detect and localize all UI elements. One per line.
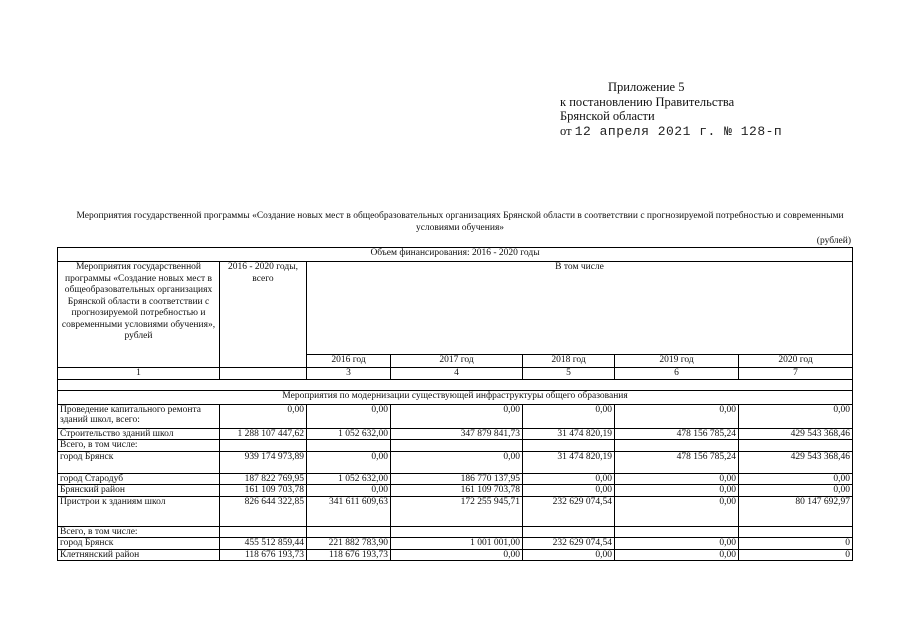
units-label: (рублей) — [816, 236, 851, 246]
cell-2019 — [615, 440, 739, 452]
cell-2020: 0,00 — [739, 404, 853, 428]
appendix-date-line — [560, 124, 782, 140]
appendix-block — [560, 80, 782, 139]
appendix-region-line: Брянской области — [560, 109, 655, 123]
cell-2019: 478 156 785,24 — [615, 428, 739, 440]
cell-2017: 0,00 — [391, 404, 523, 428]
cell-total — [220, 526, 307, 538]
document-title: Мероприятия государственной программы «Создание новых мест в общеобразовательных организациях Брянской области в соответствии с прогнозируемой потребностью и современными условиями обучения» — [76, 211, 844, 233]
cell-2019: 0,00 — [615, 549, 739, 561]
row-name: Строительство зданий школ — [58, 428, 220, 440]
funding-header: Объем финансирования: 2016 - 2020 годы — [58, 248, 853, 262]
cell-2020: 80 147 692,97 — [739, 496, 853, 526]
row-name: город Брянск — [58, 451, 220, 473]
cell-2017: 161 109 703,78 — [391, 485, 523, 497]
cell-2017: 0,00 — [391, 549, 523, 561]
activity-column-header: Мероприятия государственной программы «Создание новых мест в общеобразовательных организациях Брянской области в соответствии с прогнозируемой потребностью и современными условиями обучения», рублей — [58, 262, 220, 368]
cell-2018: 0,00 — [523, 549, 615, 561]
appendix-resolution-line: к постановлению Правительства — [560, 94, 735, 109]
column-number: 3 — [307, 368, 391, 380]
row-name: Проведение капитального ремонта зданий школ, всего: — [58, 404, 220, 428]
cell-2020: 0 — [739, 549, 853, 561]
cell-total: 187 822 769,95 — [220, 473, 307, 485]
column-number: 7 — [739, 368, 853, 380]
column-number: 1 — [58, 368, 220, 380]
cell-total: 826 644 322,85 — [220, 496, 307, 526]
cell-2018: 31 474 820,19 — [523, 451, 615, 473]
cell-total — [220, 440, 307, 452]
cell-total: 455 512 859,44 — [220, 538, 307, 550]
funding-table — [57, 247, 853, 561]
cell-2016: 0,00 — [307, 485, 391, 497]
table-row — [58, 440, 853, 452]
row-name: Клетнянский район — [58, 549, 220, 561]
table-row — [58, 496, 853, 526]
cell-2020: 429 543 368,46 — [739, 451, 853, 473]
spacer-row — [58, 379, 853, 390]
cell-total: 118 676 193,73 — [220, 549, 307, 561]
cell-2017: 172 255 945,71 — [391, 496, 523, 526]
column-number: 5 — [523, 368, 615, 380]
row-name: Всего, в том числе: — [58, 440, 220, 452]
row-name: Пристрои к зданиям школ — [58, 496, 220, 526]
table-row — [58, 428, 853, 440]
table-row — [58, 485, 853, 497]
column-number: 4 — [391, 368, 523, 380]
cell-2019: 0,00 — [615, 496, 739, 526]
year-header-2016: 2016 год — [307, 355, 391, 368]
year-header-2018: 2018 год — [523, 355, 615, 368]
cell-2018: 0,00 — [523, 404, 615, 428]
cell-total: 161 109 703,78 — [220, 485, 307, 497]
cell-2017 — [391, 440, 523, 452]
cell-2020: 0,00 — [739, 485, 853, 497]
cell-2016: 1 052 632,00 — [307, 428, 391, 440]
appendix-number: Приложение 5 — [608, 80, 685, 94]
cell-2016: 0,00 — [307, 404, 391, 428]
row-name: Всего, в том числе: — [58, 526, 220, 538]
table-row — [58, 404, 853, 428]
cell-2017: 347 879 841,73 — [391, 428, 523, 440]
row-name: Брянский район — [58, 485, 220, 497]
year-header-2020: 2020 год — [739, 355, 853, 368]
cell-2018 — [523, 526, 615, 538]
cell-2020 — [739, 440, 853, 452]
cell-2019: 478 156 785,24 — [615, 451, 739, 473]
cell-2019: 0,00 — [615, 538, 739, 550]
including-header: В том числе — [307, 262, 853, 355]
year-header-2019: 2019 год — [615, 355, 739, 368]
column-number: 6 — [615, 368, 739, 380]
cell-2020 — [739, 526, 853, 538]
cell-2016: 341 611 609,63 — [307, 496, 391, 526]
appendix-date-stamp: 12 апреля 2021 г. № 128-п — [574, 123, 783, 139]
cell-2018 — [523, 440, 615, 452]
cell-total: 0,00 — [220, 404, 307, 428]
cell-2019: 0,00 — [615, 485, 739, 497]
cell-2018: 0,00 — [523, 473, 615, 485]
cell-2020: 0,00 — [739, 473, 853, 485]
cell-2018: 31 474 820,19 — [523, 428, 615, 440]
cell-2020: 0 — [739, 538, 853, 550]
cell-total: 939 174 973,89 — [220, 451, 307, 473]
cell-2016: 0,00 — [307, 451, 391, 473]
cell-2016: 221 882 783,90 — [307, 538, 391, 550]
table-row — [58, 473, 853, 485]
section-title: Мероприятия по модернизации существующей инфраструктуры общего образования — [58, 390, 853, 404]
row-name: город Брянск — [58, 538, 220, 550]
appendix-date-prefix: от — [560, 123, 572, 138]
total-column-header: 2016 - 2020 годы, всего — [220, 262, 307, 368]
cell-2019: 0,00 — [615, 473, 739, 485]
cell-2016: 118 676 193,73 — [307, 549, 391, 561]
cell-2018: 232 629 074,54 — [523, 538, 615, 550]
cell-2017 — [391, 526, 523, 538]
cell-2020: 429 543 368,46 — [739, 428, 853, 440]
cell-2016 — [307, 440, 391, 452]
cell-2018: 232 629 074,54 — [523, 496, 615, 526]
cell-2017: 0,00 — [391, 451, 523, 473]
cell-2019: 0,00 — [615, 404, 739, 428]
cell-2019 — [615, 526, 739, 538]
cell-2016 — [307, 526, 391, 538]
table-row — [58, 526, 853, 538]
cell-2017: 1 001 001,00 — [391, 538, 523, 550]
table-row — [58, 451, 853, 473]
column-number — [220, 368, 307, 380]
cell-2016: 1 052 632,00 — [307, 473, 391, 485]
row-name: город Стародуб — [58, 473, 220, 485]
cell-total: 1 288 107 447,62 — [220, 428, 307, 440]
cell-2018: 0,00 — [523, 485, 615, 497]
cell-2017: 186 770 137,95 — [391, 473, 523, 485]
year-header-2017: 2017 год — [391, 355, 523, 368]
table-row — [58, 549, 853, 561]
table-row — [58, 538, 853, 550]
